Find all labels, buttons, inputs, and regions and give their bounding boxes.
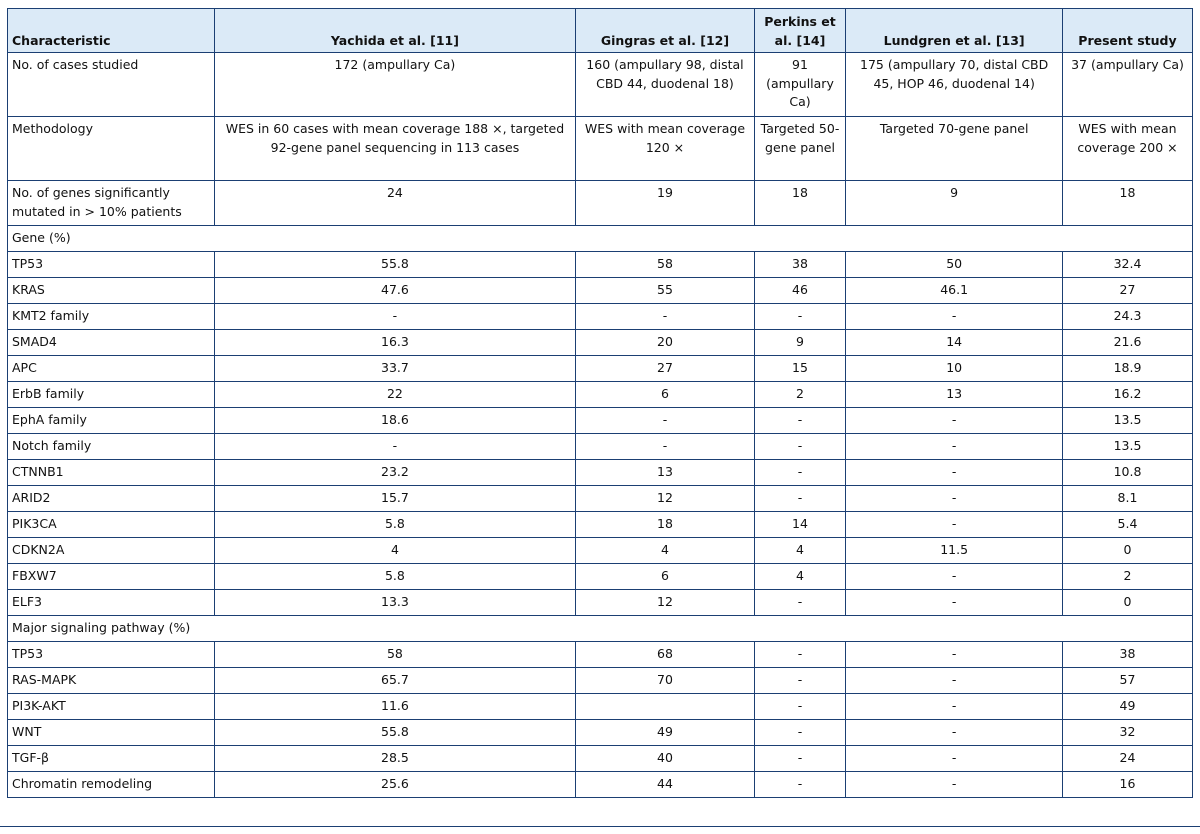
table-cell: Chromatin remodeling [8, 772, 215, 798]
table-cell: 16.2 [1062, 382, 1192, 408]
table-cell: 65.7 [214, 668, 576, 694]
table-row [8, 512, 1193, 538]
page-bottom-rule [0, 826, 1200, 827]
table-row-genes-mutated [8, 181, 1193, 226]
table-cell: Notch family [8, 434, 215, 460]
header-row [8, 9, 1193, 53]
table-cell: 25.6 [214, 772, 576, 798]
table-row [8, 304, 1193, 330]
table-cell: 46.1 [846, 278, 1063, 304]
table-cell: 32.4 [1062, 252, 1192, 278]
table-cell: 24.3 [1062, 304, 1192, 330]
table-cell: 18 [754, 181, 846, 226]
table-row [8, 772, 1193, 798]
table-cell: 22 [214, 382, 576, 408]
table-cell: 10 [846, 356, 1063, 382]
table-cell: - [846, 590, 1063, 616]
table-cell: - [846, 642, 1063, 668]
table-row [8, 408, 1193, 434]
header-lundgren: Lundgren et al. [13] [846, 9, 1063, 53]
table-cell: 50 [846, 252, 1063, 278]
table-cell: 24 [214, 181, 576, 226]
table-row [8, 668, 1193, 694]
table-cell: - [846, 668, 1063, 694]
table-cell: - [214, 304, 576, 330]
table-row [8, 434, 1193, 460]
table-cell: - [754, 668, 846, 694]
table-row [8, 460, 1193, 486]
table-cell: 38 [754, 252, 846, 278]
table-cell: - [754, 642, 846, 668]
section-row-pathway [8, 616, 1193, 642]
table-cell: 5.4 [1062, 512, 1192, 538]
table-cell: 18 [576, 512, 754, 538]
table-cell: - [754, 746, 846, 772]
comparison-table [7, 8, 1193, 798]
table-cell: 49 [576, 720, 754, 746]
header-perkins: Perkins et al. [14] [754, 9, 846, 53]
section-label: Major signaling pathway (%) [8, 616, 1193, 642]
table-cell: 18.6 [214, 408, 576, 434]
table-cell: 12 [576, 590, 754, 616]
table-row [8, 330, 1193, 356]
table-cell: ErbB family [8, 382, 215, 408]
table-cell: FBXW7 [8, 564, 215, 590]
table-cell: WES with mean coverage 120 × [576, 117, 754, 181]
table-cell: 40 [576, 746, 754, 772]
table-cell: TP53 [8, 252, 215, 278]
table-cell: 57 [1062, 668, 1192, 694]
table-cell: 19 [576, 181, 754, 226]
table-cell: 2 [754, 382, 846, 408]
table-cell: 15 [754, 356, 846, 382]
table-cell: - [846, 304, 1063, 330]
table-cell: 4 [214, 538, 576, 564]
table-row [8, 746, 1193, 772]
table-cell: 27 [1062, 278, 1192, 304]
table-cell: - [576, 304, 754, 330]
table-cell: - [846, 512, 1063, 538]
table-cell: 33.7 [214, 356, 576, 382]
table-row [8, 694, 1193, 720]
table-cell: 6 [576, 382, 754, 408]
table-cell: 23.2 [214, 460, 576, 486]
table-cell: 6 [576, 564, 754, 590]
table-cell: 24 [1062, 746, 1192, 772]
table-cell: 11.6 [214, 694, 576, 720]
table-cell: - [846, 772, 1063, 798]
table-cell: No. of genes significantly mutated in > 10% patients [8, 181, 215, 226]
table-cell: 10.8 [1062, 460, 1192, 486]
table-row [8, 642, 1193, 668]
table-cell: 172 (ampullary Ca) [214, 53, 576, 117]
table-cell: - [754, 694, 846, 720]
table-cell: - [846, 434, 1063, 460]
table-cell: WNT [8, 720, 215, 746]
table-cell: - [754, 304, 846, 330]
table-cell: - [576, 408, 754, 434]
header-yachida: Yachida et al. [11] [214, 9, 576, 53]
table-cell: 12 [576, 486, 754, 512]
table-cell [576, 694, 754, 720]
table-row [8, 538, 1193, 564]
table-row [8, 720, 1193, 746]
table-cell: 9 [846, 181, 1063, 226]
section-row-gene [8, 226, 1193, 252]
gene-rows [8, 252, 1193, 616]
table-cell: 4 [754, 564, 846, 590]
header-present-study: Present study [1062, 9, 1192, 53]
table-cell: - [754, 720, 846, 746]
table-cell: 0 [1062, 590, 1192, 616]
table-cell: 55.8 [214, 720, 576, 746]
table-cell: 160 (ampullary 98, distal CBD 44, duodenal 18) [576, 53, 754, 117]
table-cell: - [754, 460, 846, 486]
table-cell: EphA family [8, 408, 215, 434]
table-row [8, 590, 1193, 616]
table-cell: 28.5 [214, 746, 576, 772]
table-cell: 8.1 [1062, 486, 1192, 512]
table-cell: - [754, 486, 846, 512]
table-cell: PIK3CA [8, 512, 215, 538]
table-cell: - [846, 694, 1063, 720]
table-cell: 13 [846, 382, 1063, 408]
table-cell: RAS-MAPK [8, 668, 215, 694]
table-cell: 55.8 [214, 252, 576, 278]
table-cell: APC [8, 356, 215, 382]
table-cell: - [846, 564, 1063, 590]
table-cell: 15.7 [214, 486, 576, 512]
table-cell: - [214, 434, 576, 460]
table-cell: - [754, 408, 846, 434]
table-cell: PI3K-AKT [8, 694, 215, 720]
table-cell: - [754, 772, 846, 798]
table-cell: 14 [754, 512, 846, 538]
comparison-table-container [7, 8, 1193, 798]
table-cell: 27 [576, 356, 754, 382]
table-cell: WES with mean coverage 200 × [1062, 117, 1192, 181]
table-cell: 47.6 [214, 278, 576, 304]
header-characteristic: Characteristic [8, 9, 215, 53]
table-cell: 44 [576, 772, 754, 798]
table-cell: 58 [576, 252, 754, 278]
table-cell: 38 [1062, 642, 1192, 668]
table-cell: - [846, 408, 1063, 434]
table-cell: ELF3 [8, 590, 215, 616]
table-cell: 20 [576, 330, 754, 356]
table-cell: KRAS [8, 278, 215, 304]
table-row [8, 356, 1193, 382]
table-cell: 21.6 [1062, 330, 1192, 356]
table-cell: - [846, 486, 1063, 512]
table-cell: Methodology [8, 117, 215, 181]
table-cell: 16.3 [214, 330, 576, 356]
table-cell: 9 [754, 330, 846, 356]
table-cell: - [846, 746, 1063, 772]
table-cell: Targeted 50-gene panel [754, 117, 846, 181]
table-cell: KMT2 family [8, 304, 215, 330]
table-row [8, 564, 1193, 590]
table-cell: 13.3 [214, 590, 576, 616]
table-cell: 175 (ampullary 70, distal CBD 45, HOP 46, duodenal 14) [846, 53, 1063, 117]
table-cell: 18.9 [1062, 356, 1192, 382]
table-cell: CTNNB1 [8, 460, 215, 486]
table-row-cases [8, 53, 1193, 117]
table-row [8, 486, 1193, 512]
table-cell: 5.8 [214, 512, 576, 538]
table-cell: SMAD4 [8, 330, 215, 356]
table-cell: 2 [1062, 564, 1192, 590]
table-cell: 68 [576, 642, 754, 668]
table-cell: 37 (ampullary Ca) [1062, 53, 1192, 117]
pathway-rows [8, 642, 1193, 798]
table-cell: - [846, 720, 1063, 746]
table-cell: 4 [576, 538, 754, 564]
table-cell: TP53 [8, 642, 215, 668]
header-gingras: Gingras et al. [12] [576, 9, 754, 53]
table-row [8, 252, 1193, 278]
table-cell: Targeted 70-gene panel [846, 117, 1063, 181]
table-cell: 13 [576, 460, 754, 486]
section-label: Gene (%) [8, 226, 1193, 252]
table-row [8, 278, 1193, 304]
table-cell: 18 [1062, 181, 1192, 226]
table-cell: 55 [576, 278, 754, 304]
table-cell: 14 [846, 330, 1063, 356]
table-cell: 0 [1062, 538, 1192, 564]
table-cell: 46 [754, 278, 846, 304]
table-cell: 91 (ampullary Ca) [754, 53, 846, 117]
table-cell: 13.5 [1062, 434, 1192, 460]
table-cell: TGF-β [8, 746, 215, 772]
table-cell: ARID2 [8, 486, 215, 512]
table-row [8, 382, 1193, 408]
table-cell: - [846, 460, 1063, 486]
table-cell: 32 [1062, 720, 1192, 746]
table-cell: 11.5 [846, 538, 1063, 564]
table-cell: 16 [1062, 772, 1192, 798]
table-cell: - [754, 434, 846, 460]
table-row-methodology [8, 117, 1193, 181]
table-cell: 58 [214, 642, 576, 668]
table-cell: 5.8 [214, 564, 576, 590]
table-cell: 4 [754, 538, 846, 564]
table-cell: 13.5 [1062, 408, 1192, 434]
table-cell: - [576, 434, 754, 460]
table-cell: No. of cases studied [8, 53, 215, 117]
table-cell: WES in 60 cases with mean coverage 188 ×, targeted 92-gene panel sequencing in 113 cases [214, 117, 576, 181]
table-cell: - [754, 590, 846, 616]
table-cell: 70 [576, 668, 754, 694]
table-cell: 49 [1062, 694, 1192, 720]
table-cell: CDKN2A [8, 538, 215, 564]
